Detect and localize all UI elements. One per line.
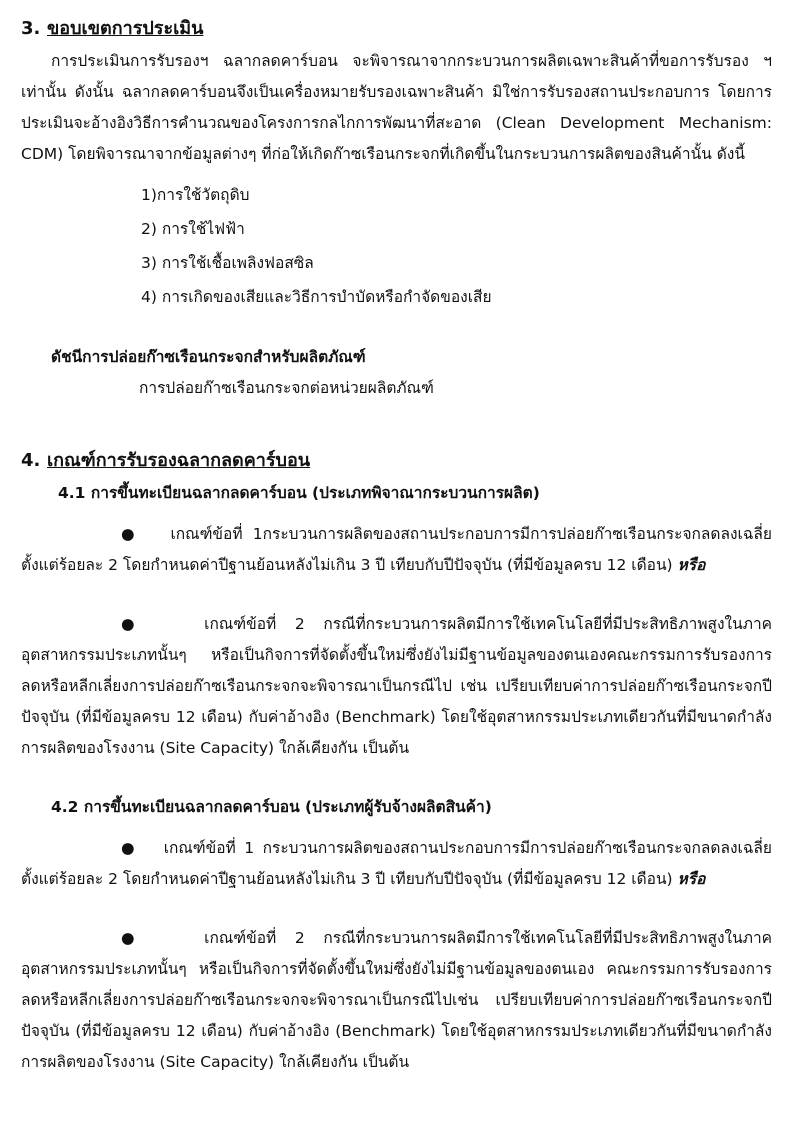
or-label: หรือ — [677, 870, 706, 888]
section-4-heading — [21, 444, 772, 478]
list-item: 1)การใช้วัตถุดิบ — [141, 186, 250, 204]
list-item: 3) การใช้เชื้อเพลิงฟอสซิล — [141, 254, 314, 272]
section-3-paragraph: การประเมินการรับรองฯ ฉลากลดคาร์บอน จะพิจารณาจากกระบวนการผลิตเฉพาะสินค้าที่ขอการรับรอง ฯ เท่านั้น ดังนั้น ฉลากลดคาร์บอนจึงเป็นเครื่องหมายรับรองเฉพาะสินค้า มิใช่การรับรองสถานประกอบการ โดยการประเมินจะอ้างอิงวิธีการคำนวณของโครงการกลไกการพัฒนาที่สะอาด (Clean Development Mechanism: CDM) โดยพิจารณาจากข้อมูลต่างๆ ที่ก่อให้เกิดก๊าซเรือนกระจกที่เกิดขึ้นในกระบวนการผลิตของสินค้านั้น ดังนี้ — [21, 52, 772, 163]
criterion-2-paragraph — [21, 923, 772, 1078]
subsection-4-1-title: 4.1 การขึ้นทะเบียนฉลากลดคาร์บอน (ประเภทพิจาณากระบวนการผลิต) — [58, 484, 540, 502]
index-description: การปล่อยก๊าซเรือนกระจกต่อหน่วยผลิตภัณฑ์ — [139, 379, 434, 397]
criterion-1-paragraph — [21, 833, 772, 895]
criterion-1-paragraph — [21, 519, 772, 581]
section-4-title: เกณฑ์การรับรองฉลากลดคาร์บอน — [47, 450, 311, 471]
bullet-icon: ● — [121, 615, 149, 633]
list-item: 4) การเกิดของเสียและวิธีการบำบัดหรือกำจัดของเสีย — [141, 288, 492, 306]
index-title: ดัชนีการปล่อยก๊าซเรือนกระจกสำหรับผลิตภัณฑ์ — [51, 348, 366, 366]
criterion-text: เกณฑ์ข้อที่ 2 กรณีที่กระบวนการผลิตมีการใช้เทคโนโลยีที่มีประสิทธิภาพสูงในภาคอุตสาหกรรมประเภทนั้นๆ หรือเป็นกิจการที่จัดตั้งขึ้นใหม่ซึ่งยังไม่มีฐานข้อมูลของตนเองคณะกรรมการรับรองการลดหรือหลีกเลี่ยงการปล่อยก๊าซเรือนกระจกจะพิจารณาเป็นกรณีไป เช่น เปรียบเทียบค่าการปล่อยก๊าซเรือนกระจกปีปัจจุบัน (ที่มีข้อมูลครบ 12 เดือน) กับค่าอ้างอิง (Benchmark) โดยใช้อุตสาหกรรมประเภทเดียวกันที่มีขนาดกำลังการผลิตของโรงงาน (Site Capacity) ใกล้เคียงกัน เป็นต้น — [21, 615, 773, 757]
section-4-number: 4. — [21, 450, 41, 471]
factor-list — [141, 178, 772, 314]
criterion-text: เกณฑ์ข้อที่ 1 กระบวนการผลิตของสถานประกอบการมีการปล่อยก๊าซเรือนกระจกลดลงเฉลี่ยตั้งแต่ร้อยละ 2 โดยกำหนดค่าปีฐานย้อนหลังไม่เกิน 3 ปี เทียบกับปีปัจจุบัน (ที่มีข้อมูลครบ 12 เดือน) — [21, 839, 772, 888]
criterion-text: เกณฑ์ข้อที่ 2 กรณีที่กระบวนการผลิตมีการใช้เทคโนโลยีที่มีประสิทธิภาพสูงในภาคอุตสาหกรรมประเภทนั้นๆ หรือเป็นกิจการที่จัดตั้งขึ้นใหม่ซึ่งยังไม่มีฐานข้อมูลของตนเอง คณะกรรมการรับรองการลดหรือหลีกเลี่ยงการปล่อยก๊าซเรือนกระจกจะพิจารณาเป็นกรณีไปเช่น เปรียบเทียบค่าการปล่อยก๊าซเรือนกระจกปีปัจจุบัน (ที่มีข้อมูลครบ 12 เดือน) กับค่าอ้างอิง (Benchmark) โดยใช้อุตสาหกรรมประเภทเดียวกันที่มีขนาดกำลังการผลิตของโรงงาน (Site Capacity) ใกล้เคียงกัน เป็นต้น — [21, 929, 773, 1071]
section-3-heading — [21, 12, 772, 46]
list-item: 2) การใช้ไฟฟ้า — [141, 220, 245, 238]
bullet-icon: ● — [121, 525, 140, 543]
section-3-title: ขอบเขตการประเมิน — [47, 18, 204, 39]
section-3-number: 3. — [21, 18, 41, 39]
subsection-4-2-title: 4.2 การขึ้นทะเบียนฉลากลดคาร์บอน (ประเภทผู้รับจ้างผลิตสินค้า) — [51, 798, 492, 816]
bullet-icon: ● — [121, 839, 139, 857]
or-label: หรือ — [677, 556, 706, 574]
criterion-text: เกณฑ์ข้อที่ 1กระบวนการผลิตของสถานประกอบการมีการปล่อยก๊าซเรือนกระจกลดลงเฉลี่ยตั้งแต่ร้อยละ 2 โดยกำหนดค่าปีฐานย้อนหลังไม่เกิน 3 ปี เทียบกับปีปัจจุบัน (ที่มีข้อมูลครบ 12 เดือน) — [21, 525, 772, 574]
bullet-icon: ● — [121, 929, 149, 947]
criterion-2-paragraph — [21, 609, 772, 764]
